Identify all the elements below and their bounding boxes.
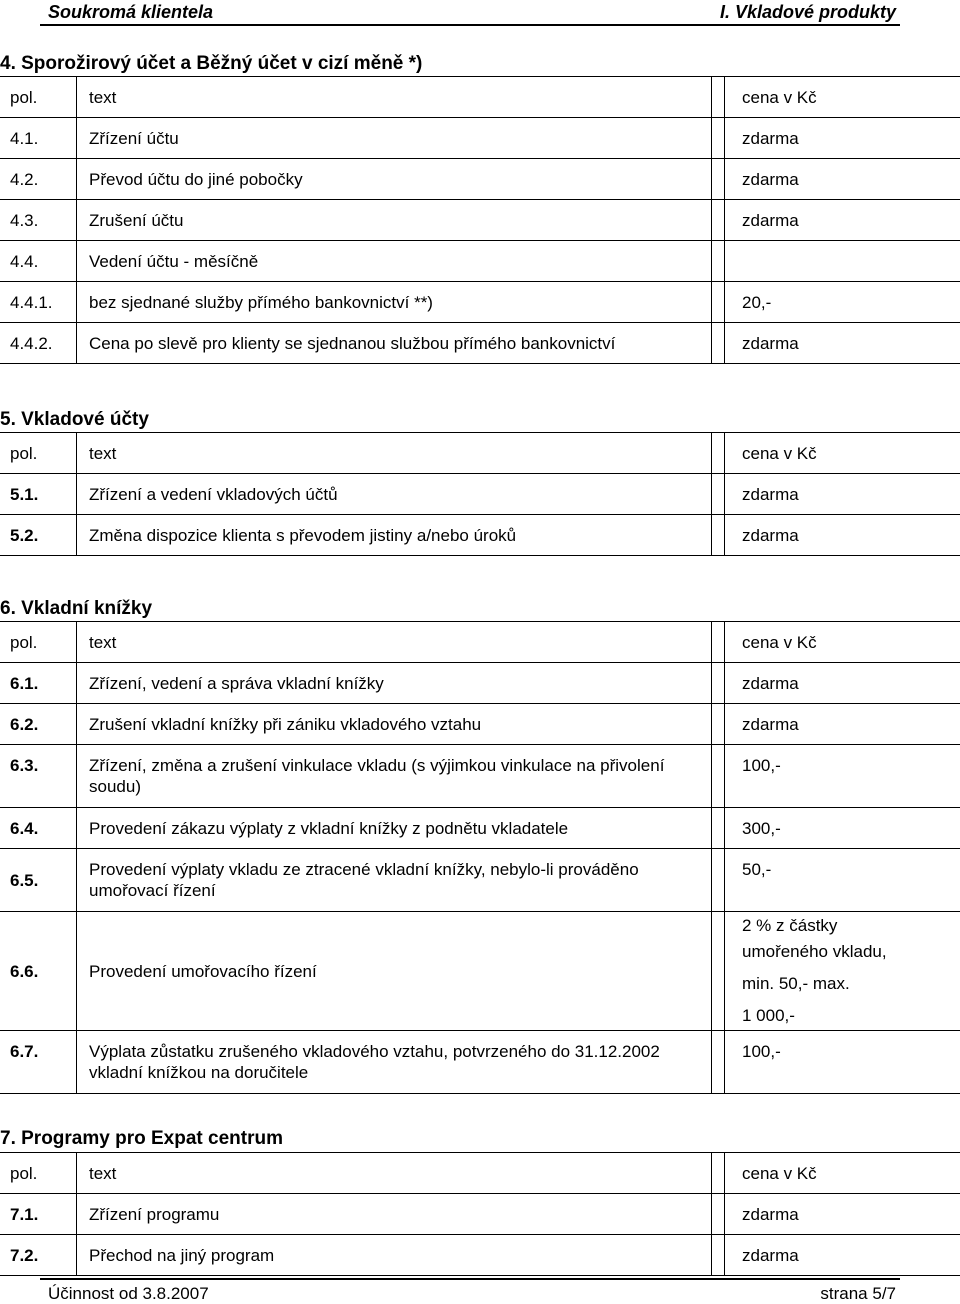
footer-effective-date: Účinnost od 3.8.2007 xyxy=(48,1284,209,1303)
row-pol: 6.5. xyxy=(0,849,77,912)
col-text-header: text xyxy=(77,1153,712,1194)
section-6-table xyxy=(0,621,960,1094)
col-text-header: text xyxy=(77,77,712,118)
row-price: 100,- xyxy=(725,745,960,808)
section-5-table xyxy=(0,432,960,556)
row-price: 300,- xyxy=(725,808,960,849)
table-row xyxy=(0,704,960,745)
table-row xyxy=(0,808,960,849)
row-price: zdarma xyxy=(725,159,960,200)
table-row xyxy=(0,1194,960,1235)
row-text: Změna dispozice klienta s převodem jistiny a/nebo úroků xyxy=(77,515,712,556)
col-text-header: text xyxy=(77,433,712,474)
col-price-header: cena v Kč xyxy=(725,1153,960,1194)
row-text: Zrušení účtu xyxy=(77,200,712,241)
col-text-header: text xyxy=(77,622,712,663)
row-text: Provedení zákazu výplaty z vkladní knížky z podnětu vkladatele xyxy=(77,808,712,849)
table-row xyxy=(0,118,960,159)
table-row xyxy=(0,745,960,808)
section-6-title: 6. Vkladní knížky xyxy=(0,598,153,619)
row-pol: 6.7. xyxy=(0,1031,77,1094)
row-price: zdarma xyxy=(725,1194,960,1235)
table-row xyxy=(0,1235,960,1276)
row-text: Zrušení vkladní knížky při zániku vkladového vztahu xyxy=(77,704,712,745)
row-pol: 4.4.2. xyxy=(0,323,77,364)
row-text: Zřízení účtu xyxy=(77,118,712,159)
row-pol: 4.4.1. xyxy=(0,282,77,323)
price-line: 2 % z částky xyxy=(742,916,838,935)
row-text: Zřízení, vedení a správa vkladní knížky xyxy=(77,663,712,704)
row-price: zdarma xyxy=(725,515,960,556)
col-pol-header: pol. xyxy=(0,1153,77,1194)
row-text: Provedení výplaty vkladu ze ztracené vkladní knížky, nebylo-li prováděno umořovací řízení xyxy=(77,849,712,912)
price-line: 1 000,- xyxy=(742,1006,795,1025)
header-divider xyxy=(40,24,900,26)
table-header-row xyxy=(0,433,960,474)
table-row xyxy=(0,241,960,282)
header-right: I. Vkladové produkty xyxy=(719,2,896,22)
row-price: zdarma xyxy=(725,474,960,515)
col-price-header: cena v Kč xyxy=(725,433,960,474)
table-header-row xyxy=(0,1153,960,1194)
col-pol-header: pol. xyxy=(0,77,77,118)
row-price: zdarma xyxy=(725,118,960,159)
row-text: Zřízení, změna a zrušení vinkulace vkladu (s výjimkou vinkulace na přivolení soudu) xyxy=(77,745,712,808)
row-pol: 6.1. xyxy=(0,663,77,704)
row-price xyxy=(725,912,960,1031)
table-row xyxy=(0,200,960,241)
row-text: Vedení účtu - měsíčně xyxy=(77,241,712,282)
row-pol: 5.2. xyxy=(0,515,77,556)
row-pol: 6.4. xyxy=(0,808,77,849)
row-price: zdarma xyxy=(725,663,960,704)
row-pol: 6.6. xyxy=(0,912,77,1031)
row-text: Cena po slevě pro klienty se sjednanou službou přímého bankovnictví xyxy=(77,323,712,364)
table-row xyxy=(0,515,960,556)
col-price-header: cena v Kč xyxy=(725,77,960,118)
row-pol: 6.3. xyxy=(0,745,77,808)
header-left: Soukromá klientela xyxy=(48,2,214,22)
table-row xyxy=(0,159,960,200)
table-row xyxy=(0,849,960,912)
row-text: Přechod na jiný program xyxy=(77,1235,712,1276)
section-7-title: 7. Programy pro Expat centrum xyxy=(0,1128,283,1149)
table-header-row xyxy=(0,622,960,663)
row-price: zdarma xyxy=(725,323,960,364)
row-text: Provedení umořovacího řízení xyxy=(77,912,712,1031)
footer-divider xyxy=(40,1278,900,1280)
row-pol: 4.3. xyxy=(0,200,77,241)
price-line: min. 50,- max. xyxy=(742,974,850,993)
row-price: zdarma xyxy=(725,200,960,241)
row-text: Zřízení a vedení vkladových účtů xyxy=(77,474,712,515)
row-pol: 6.2. xyxy=(0,704,77,745)
row-text: bez sjednané služby přímého bankovnictví **) xyxy=(77,282,712,323)
row-pol: 4.1. xyxy=(0,118,77,159)
price-line: umořeného vkladu, xyxy=(742,942,887,961)
row-text: Zřízení programu xyxy=(77,1194,712,1235)
row-price: 50,- xyxy=(725,849,960,912)
section-4-title: 4. Sporožirový účet a Běžný účet v cizí měně *) xyxy=(0,53,423,74)
row-pol: 4.2. xyxy=(0,159,77,200)
row-pol: 7.1. xyxy=(0,1194,77,1235)
table-row xyxy=(0,663,960,704)
row-pol: 4.4. xyxy=(0,241,77,282)
col-pol-header: pol. xyxy=(0,433,77,474)
row-price: 20,- xyxy=(725,282,960,323)
col-pol-header: pol. xyxy=(0,622,77,663)
row-price: zdarma xyxy=(725,1235,960,1276)
table-row xyxy=(0,474,960,515)
col-price-header: cena v Kč xyxy=(725,622,960,663)
table-row xyxy=(0,323,960,364)
row-text: Převod účtu do jiné pobočky xyxy=(77,159,712,200)
section-5-title: 5. Vkladové účty xyxy=(0,409,149,430)
row-pol: 5.1. xyxy=(0,474,77,515)
row-price: zdarma xyxy=(725,704,960,745)
row-pol: 7.2. xyxy=(0,1235,77,1276)
table-row xyxy=(0,1031,960,1094)
row-text: Výplata zůstatku zrušeného vkladového vztahu, potvrzeného do 31.12.2002 vkladní knížkou na doručitele xyxy=(77,1031,712,1094)
table-header-row xyxy=(0,77,960,118)
table-row xyxy=(0,912,960,1031)
footer-page-number: strana 5/7 xyxy=(820,1284,896,1303)
section-4-table xyxy=(0,76,960,364)
table-row xyxy=(0,282,960,323)
row-price: 100,- xyxy=(725,1031,960,1094)
section-7-table xyxy=(0,1152,960,1276)
row-price xyxy=(725,241,960,282)
